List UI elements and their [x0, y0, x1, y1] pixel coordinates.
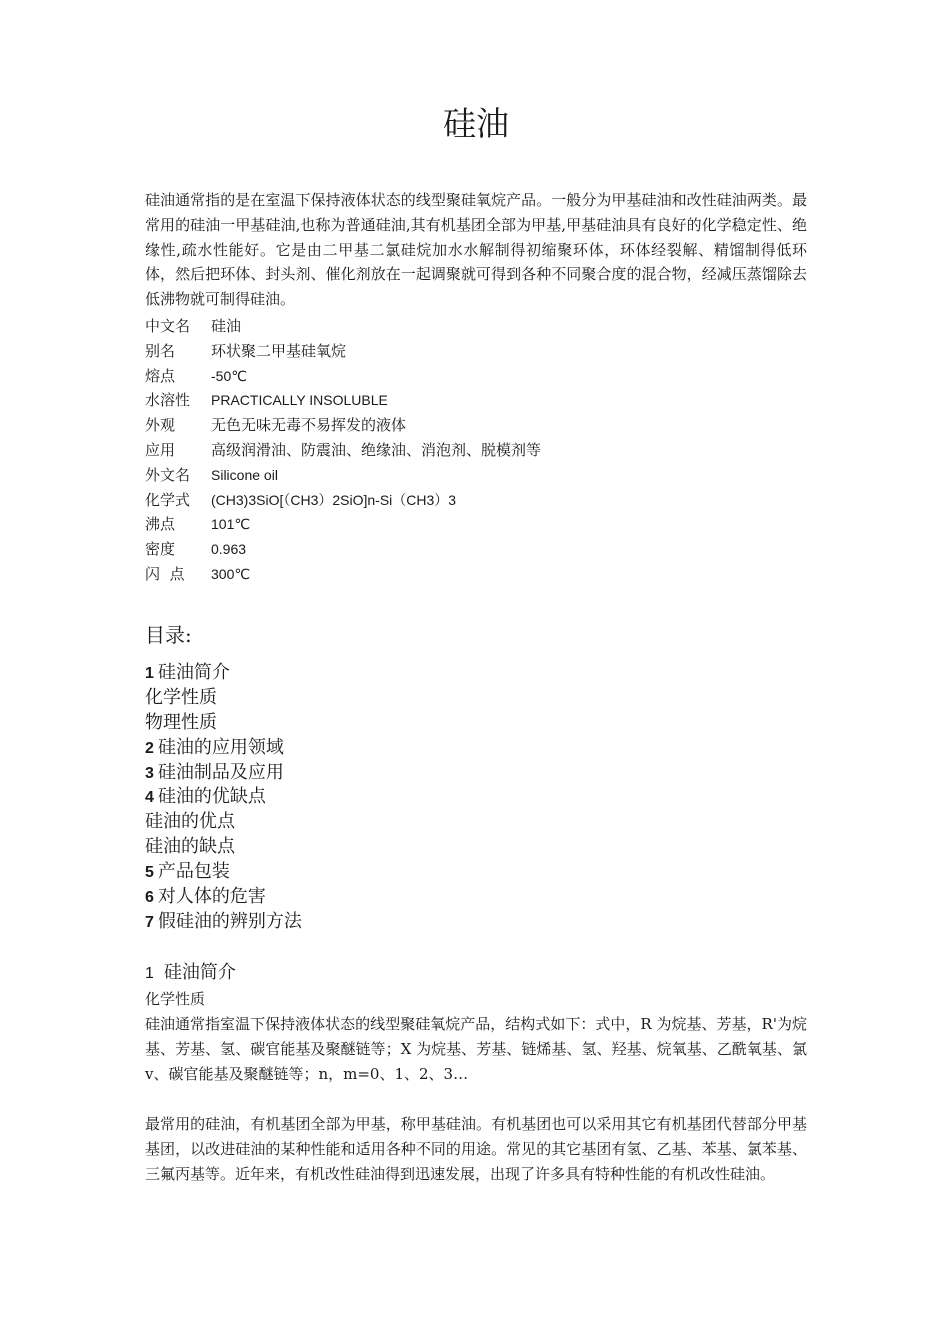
- toc-item[interactable]: [145, 761, 807, 786]
- info-label: 外观: [145, 416, 176, 435]
- info-label: 应用: [145, 440, 176, 459]
- toc-item-number: 7: [145, 913, 154, 931]
- section-title: 硅油简介: [163, 962, 236, 983]
- info-row: [145, 388, 807, 413]
- toc-item-label: 物理性质: [145, 711, 217, 733]
- info-row: [145, 488, 807, 513]
- toc-item[interactable]: [145, 661, 807, 686]
- info-row: [145, 364, 807, 389]
- subsection-heading: 化学性质: [145, 990, 206, 1008]
- info-value: 高级润滑油、防震油、绝缘油、消泡剂、脱模剂等: [211, 440, 542, 459]
- toc-item-label: 假硅油的辨别方法: [157, 910, 302, 932]
- info-label: 密度: [145, 540, 176, 559]
- info-value: Silicone oil: [211, 466, 278, 483]
- info-row: [145, 339, 807, 364]
- info-row: [145, 512, 807, 537]
- toc-item-label: 产品包装: [157, 861, 230, 883]
- toc-item-number: 6: [145, 889, 154, 907]
- toc-item-number: 4: [145, 789, 154, 807]
- info-value: 0.963: [211, 541, 247, 558]
- info-row: [145, 562, 807, 587]
- info-value: 硅油: [211, 317, 242, 335]
- toc-item-label: 硅油的优点: [145, 811, 235, 833]
- toc-item-number: 3: [145, 764, 154, 782]
- section-number: 1: [145, 965, 154, 982]
- toc-item-label: 硅油的优缺点: [157, 786, 266, 808]
- toc-item-label: 化学性质: [145, 686, 217, 708]
- toc-item-label: 硅油的缺点: [145, 836, 235, 858]
- body-paragraph: 硅油通常指室温下保持液体状态的线型聚硅氧烷产品，结构式如下：式中，R 为烷基、芳基，R'为烷基、芳基、氢、碳官能基及聚醚链等；X 为烷基、芳基、链烯基、氢、羟基、烷氧基、乙酰氧基、氯 v、碳官能基及聚醚链等；n，m=0、1、2、3…: [145, 1015, 807, 1083]
- toc-item[interactable]: [145, 785, 807, 810]
- info-value: 环状聚二甲基硅氧烷: [211, 341, 347, 360]
- toc-item[interactable]: [145, 686, 807, 711]
- info-value: PRACTICALLY INSOLUBLE: [211, 392, 388, 409]
- toc-item[interactable]: [145, 910, 807, 935]
- toc-item[interactable]: [145, 835, 807, 860]
- toc-item[interactable]: [145, 711, 807, 736]
- toc-item-label: 对人体的危害: [157, 886, 266, 908]
- toc-item-number: 2: [145, 739, 154, 757]
- info-row: [145, 537, 807, 562]
- toc-heading: 目录:: [145, 623, 192, 647]
- info-label: 外文名: [145, 465, 191, 484]
- toc-item[interactable]: [145, 736, 807, 761]
- info-label: 别名: [145, 341, 176, 360]
- info-value: (CH3)3SiO[（CH3）2SiO]n-Si（CH3）3: [211, 491, 457, 508]
- info-label: 化学式: [145, 490, 191, 509]
- toc-item[interactable]: [145, 885, 807, 910]
- info-value: -50℃: [211, 367, 247, 384]
- section-heading: [145, 960, 236, 987]
- toc-item-label: 硅油简介: [157, 662, 230, 683]
- toc-item-label: 硅油制品及应用: [157, 761, 284, 783]
- info-table: [145, 314, 807, 587]
- info-label: 熔点: [145, 366, 176, 385]
- intro-paragraph: 硅油通常指的是在室温下保持液体状态的线型聚硅氧烷产品。一般分为甲基硅油和改性硅油两类。最常用的硅油一甲基硅油,也称为普通硅油,其有机基团全部为甲基,甲基硅油具有良好的化学稳定性、绝缘性,疏水性能好。它是由二甲基二氯硅烷加水水解制得初缩聚环体，环体经裂解、精馏制得低环体，然后把环体、封头剂、催化剂放在一起调聚就可得到各种不同聚合度的混合物，经减压蒸馏除去低沸物就可制得硅油。: [145, 191, 807, 309]
- info-label: 水溶性: [145, 391, 191, 410]
- toc-item-label: 硅油的应用领域: [157, 736, 284, 758]
- info-value: 101℃: [211, 516, 251, 533]
- toc-list: [145, 661, 807, 935]
- info-value: 300℃: [211, 565, 251, 582]
- info-label: 沸点: [145, 515, 176, 534]
- body-paragraph: 最常用的硅油，有机基团全部为甲基，称甲基硅油。有机基团也可以采用其它有机基团代替部分甲基基团，以改进硅油的某种性能和适用各种不同的用途。常见的其它基团有氢、乙基、苯基、氯苯基、三氟丙基等。近年来，有机改性硅油得到迅速发展，出现了许多具有特种性能的有机改性硅油。: [145, 1115, 807, 1183]
- toc-item[interactable]: [145, 810, 807, 835]
- info-row: [145, 438, 807, 463]
- info-value: 无色无味无毒不易挥发的液体: [211, 416, 407, 435]
- info-row: [145, 413, 807, 438]
- toc-item-number: 5: [145, 864, 154, 882]
- info-row: [145, 314, 807, 339]
- toc-item[interactable]: [145, 860, 807, 885]
- info-label: 闪 点: [145, 564, 185, 583]
- info-row: [145, 463, 807, 488]
- document-title: 硅油: [443, 104, 509, 143]
- toc-item-number: 1: [145, 665, 154, 682]
- info-label: 中文名: [145, 317, 191, 335]
